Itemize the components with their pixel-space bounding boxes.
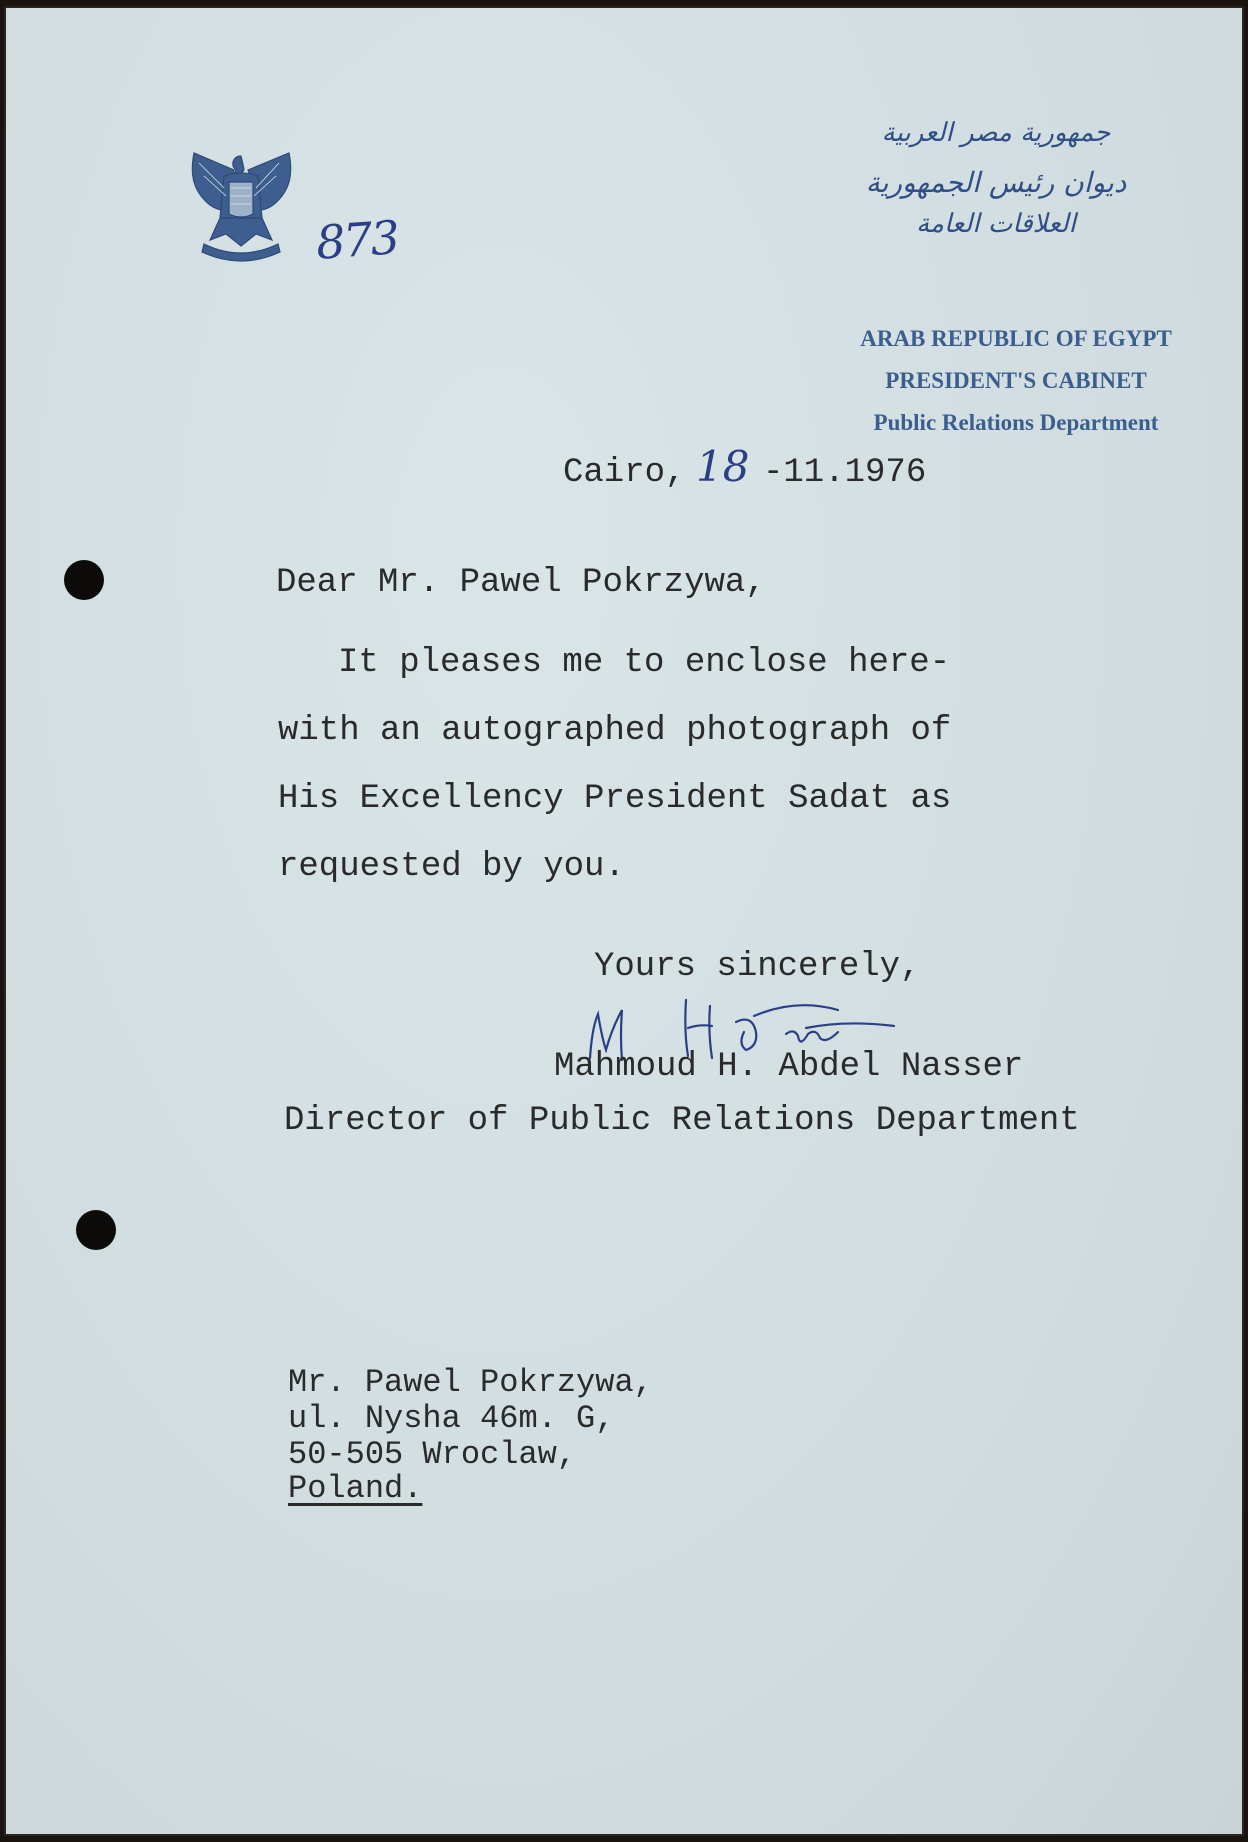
eagle-emblem-icon xyxy=(184,148,299,268)
signer-title: Director of Public Relations Department xyxy=(284,1102,1080,1140)
letterhead-department: Public Relations Department xyxy=(873,410,1159,435)
punch-hole-bottom xyxy=(76,1210,116,1250)
address-line-1: Mr. Pawel Pokrzywa, xyxy=(288,1364,653,1401)
body-line-3: His Excellency President Sadat as xyxy=(278,780,952,818)
document-number: 873 xyxy=(314,210,400,270)
arabic-header-line-2: ديوان رئيس الجمهورية xyxy=(865,166,1127,199)
arabic-header-line-3: العلاقات العامة xyxy=(916,209,1076,239)
closing: Yours sincerely, xyxy=(594,948,921,986)
date-month-year: -11.1976 xyxy=(763,454,927,492)
greeting: Dear Mr. Pawel Pokrzywa, xyxy=(276,564,766,602)
arabic-header-line-1: جمهورية مصر العربية xyxy=(881,118,1111,148)
address-line-3: 50-505 Wroclaw, xyxy=(288,1436,577,1473)
arabic-letterhead xyxy=(856,118,1136,239)
english-letterhead xyxy=(826,318,1206,444)
letter-sheet xyxy=(4,6,1244,1836)
address-country: Poland. xyxy=(288,1470,423,1507)
date-day-handwritten: 18 xyxy=(696,442,750,491)
date-place: Cairo, xyxy=(563,454,686,492)
body-line-2: with an autographed photograph of xyxy=(278,712,952,750)
body-line-1: It pleases me to enclose here- xyxy=(338,644,951,682)
letterhead-country: ARAB REPUBLIC OF EGYPT xyxy=(860,326,1172,351)
signer-name: Mahmoud H. Abdel Nasser xyxy=(554,1048,1024,1086)
body-line-4: requested by you. xyxy=(278,848,625,886)
letterhead-cabinet: PRESIDENT'S CABINET xyxy=(885,368,1147,393)
punch-hole-top xyxy=(64,560,104,600)
address-line-2: ul. Nysha 46m. G, xyxy=(288,1400,615,1437)
